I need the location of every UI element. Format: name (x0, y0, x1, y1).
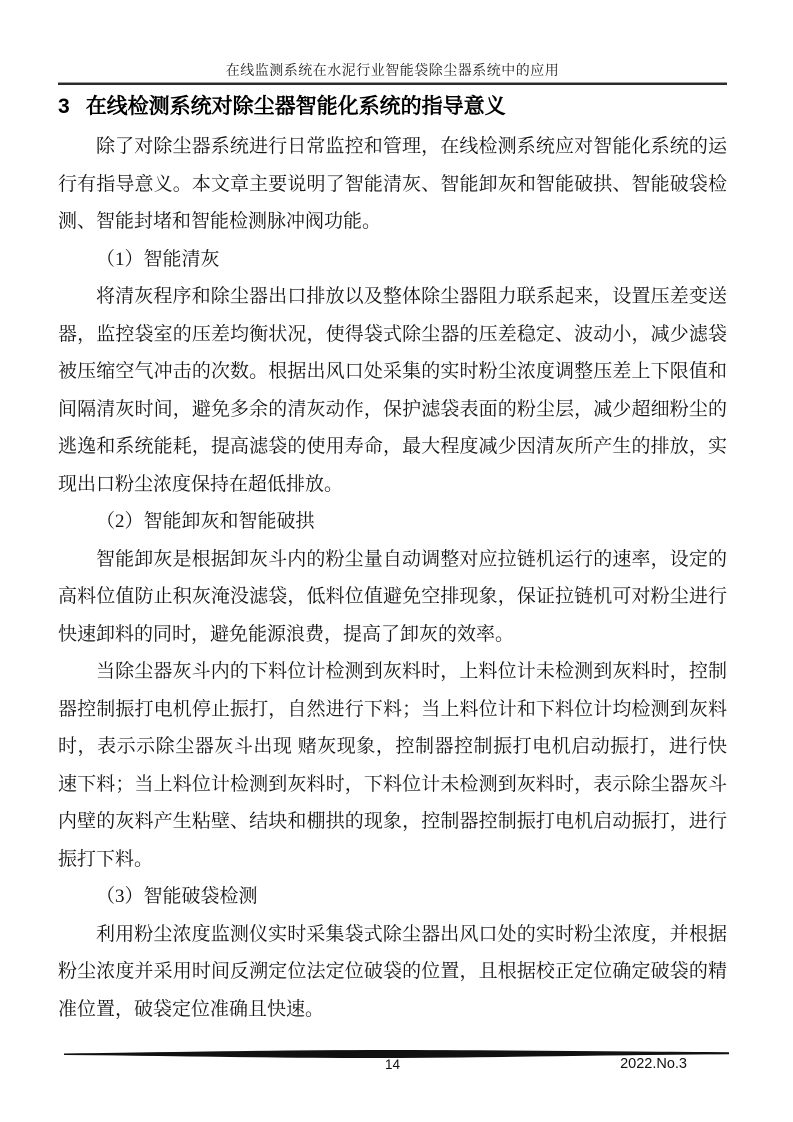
section-heading (58, 86, 727, 128)
subheading-smart-cleaning: （1）智能清灰 (96, 248, 220, 270)
page-number: 14 (384, 1057, 401, 1072)
paragraph-smart-ash-unloading: 智能卸灰是根据卸灰斗内的粉尘量自动调整对应拉链机运行的速率，设定的高料位值防止积灰淹没滤袋，低料位值避免空排现象，保证拉链机可对粉尘进行快速卸料的同时，避免能源浪费，提高了卸灰的效率。 (58, 548, 727, 645)
paragraph-intro: 除了对除尘器系统进行日常监控和管理，在线检测系统应对智能化系统的运行有指导意义。本文章主要说明了智能清灰、智能卸灰和智能破拱、智能破袋检测、智能封堵和智能检测脉冲阀功能。 (58, 136, 727, 232)
section-number: 3 (58, 95, 70, 118)
issue-number: 2022.No.3 (620, 1056, 687, 1072)
running-header: 在线监测系统在水泥行业智能袋除尘器系统中的应用 (225, 64, 560, 79)
article-content (58, 86, 727, 1028)
paragraph-smart-cleaning: 将清灰程序和除尘器出口排放以及整体除尘器阻力联系起来，设置压差变送器，监控袋室的压差均衡状况，使得袋式除尘器的压差稳定、波动小，减少滤袋被压缩空气冲击的次数。根据出风口处采集的实时粉尘浓度调整压差上下限值和间隔清灰时间，避免多余的清灰动作，保护滤袋表面的粉尘层，减少超细粉尘的逃逸和系统能耗，提高滤袋的使用寿命，最大程度减少因清灰所产生的排放，实现出口粉尘浓度保持在超低排放。 (58, 286, 727, 495)
paragraph-broken-bag-detection: 利用粉尘浓度监测仪实时采集袋式除尘器出风口处的实时粉尘浓度，并根据粉尘浓度并采用时间反溯定位法定位破袋的位置，且根据校正定位确定破袋的精准位置，破袋定位准确且快速。 (58, 923, 727, 1020)
section-title: 在线检测系统对除尘器智能化系统的指导意义 (85, 95, 506, 118)
paragraph-hopper-level-logic: 当除尘器灰斗内的下料位计检测到灰料时，上料位计未检测到灰料时，控制器控制振打电机停止振打，自然进行下料；当上料位计和下料位计均检测到灰料时，表示示除尘器灰斗出现 赌灰现象，控制器控制振打电机启动振打，进行快速下料；当上料位计检测到灰料时，下料位计未检测到灰料时，表示除尘器灰斗内壁的灰料产生粘壁、结块和棚拱的现象，控制器控制振打电机启动振打，进行振打下料。 (58, 661, 727, 870)
subheading-broken-bag-detection: （3）智能破袋检测 (96, 886, 258, 907)
header-rule (58, 82, 727, 85)
subheading-smart-ash-unloading: （2）智能卸灰和智能破拱 (96, 511, 315, 532)
